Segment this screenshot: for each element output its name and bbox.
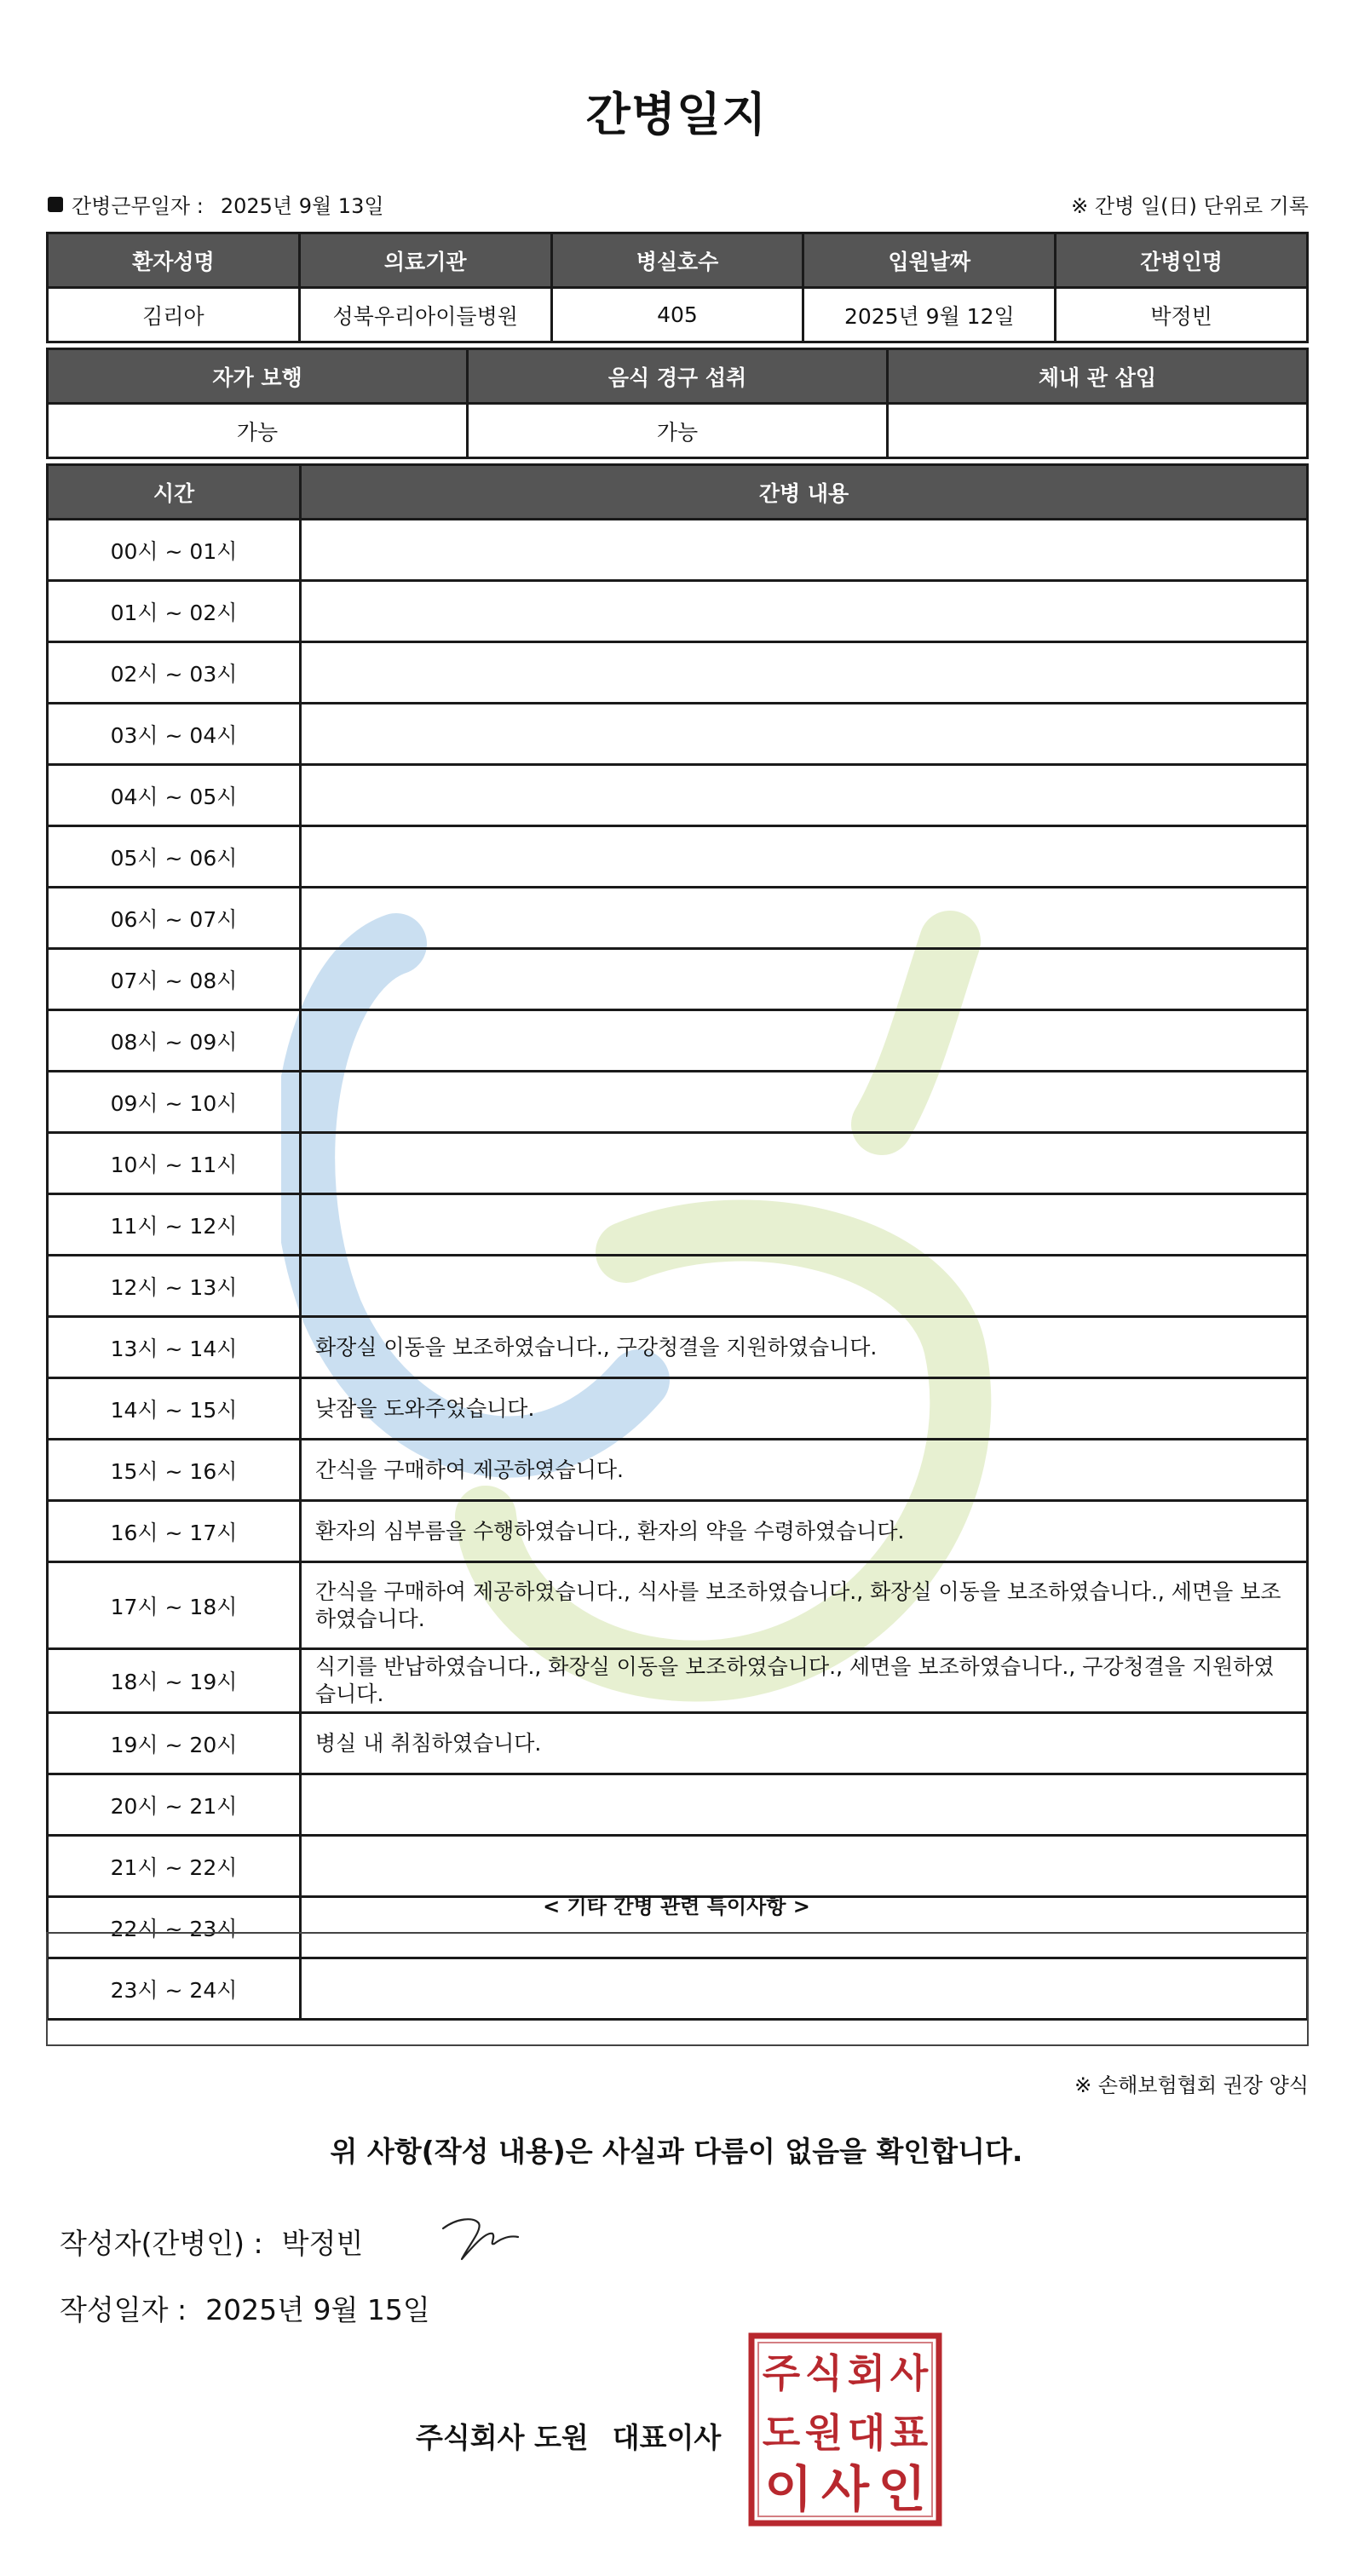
seal-character: 회 bbox=[847, 2350, 886, 2396]
document-title: 간병일지 bbox=[585, 88, 768, 141]
care-content bbox=[301, 1194, 1308, 1256]
patient-info-table bbox=[46, 232, 1309, 343]
table-row bbox=[48, 1562, 1308, 1649]
time-slot: 08시 ~ 09시 bbox=[48, 1010, 301, 1072]
table-row bbox=[48, 581, 1308, 642]
room-number: 405 bbox=[551, 288, 803, 342]
care-content bbox=[301, 520, 1308, 581]
table-row bbox=[48, 1774, 1308, 1836]
care-content: 간식을 구매하여 제공하였습니다., 식사를 보조하였습니다., 화장실 이동을 보조하였습니다., 세면을 보조하였습니다. bbox=[301, 1562, 1308, 1649]
seal-character: 원 bbox=[804, 2410, 843, 2456]
care-content bbox=[301, 581, 1308, 642]
care-content: 간식을 구매하여 제공하였습니다. bbox=[301, 1440, 1308, 1501]
header-care-content: 간병 내용 bbox=[301, 465, 1308, 520]
time-slot: 19시 ~ 20시 bbox=[48, 1713, 301, 1774]
time-slot: 20시 ~ 21시 bbox=[48, 1774, 301, 1836]
time-slot: 18시 ~ 19시 bbox=[48, 1649, 301, 1713]
header-hospital: 의료기관 bbox=[299, 233, 551, 288]
self-walking-value: 가능 bbox=[48, 404, 468, 458]
confirmation-statement: 위 사항(작성 내용)은 사실과 다름이 없음을 확인합니다. bbox=[330, 2135, 1023, 2168]
care-content bbox=[301, 949, 1308, 1010]
header-oral-intake: 음식 경구 섭취 bbox=[468, 349, 888, 404]
company-name: 주식회사 도원 bbox=[416, 2421, 589, 2454]
header-time: 시간 bbox=[48, 465, 301, 520]
time-slot: 07시 ~ 08시 bbox=[48, 949, 301, 1010]
table-row bbox=[48, 1836, 1308, 1897]
time-slot: 09시 ~ 10시 bbox=[48, 1072, 301, 1133]
header-caregiver-name: 간병인명 bbox=[1056, 233, 1308, 288]
time-slot: 06시 ~ 07시 bbox=[48, 888, 301, 949]
table-row bbox=[48, 1256, 1308, 1317]
time-slot: 13시 ~ 14시 bbox=[48, 1317, 301, 1378]
care-content bbox=[301, 826, 1308, 888]
seal-character: 사 bbox=[890, 2350, 929, 2396]
tube-insertion-value bbox=[888, 404, 1308, 458]
seal-character: 식 bbox=[804, 2350, 843, 2396]
company-row bbox=[416, 2416, 721, 2456]
time-slot: 02시 ~ 03시 bbox=[48, 642, 301, 704]
table-row bbox=[48, 1501, 1308, 1562]
table-row bbox=[48, 1133, 1308, 1194]
patient-name: 김리아 bbox=[48, 288, 300, 342]
oral-intake-value: 가능 bbox=[468, 404, 888, 458]
time-slot: 10시 ~ 11시 bbox=[48, 1133, 301, 1194]
table-row bbox=[48, 826, 1308, 888]
care-content bbox=[301, 1072, 1308, 1133]
table-row bbox=[48, 1317, 1308, 1378]
representative-title: 대표이사 bbox=[612, 2421, 722, 2454]
table-row bbox=[48, 949, 1308, 1010]
hospital-name: 성북우리아이들병원 bbox=[299, 288, 551, 342]
admission-date: 2025년 9월 12일 bbox=[803, 288, 1056, 342]
seal-character: 주 bbox=[762, 2350, 801, 2396]
table-row bbox=[48, 1440, 1308, 1501]
bullet-square-icon bbox=[48, 197, 63, 212]
time-slot: 23시 ~ 24시 bbox=[48, 1958, 301, 2020]
care-content bbox=[301, 888, 1308, 949]
care-content bbox=[301, 1010, 1308, 1072]
care-content bbox=[301, 1133, 1308, 1194]
care-content: 식기를 반납하였습니다., 화장실 이동을 보조하였습니다., 세면을 보조하였습니다., 구강청결을 지원하였습니다. bbox=[301, 1649, 1308, 1713]
time-slot: 05시 ~ 06시 bbox=[48, 826, 301, 888]
written-date-row bbox=[60, 2288, 430, 2328]
table-row bbox=[48, 1194, 1308, 1256]
table-row bbox=[48, 642, 1308, 704]
care-content bbox=[301, 1256, 1308, 1317]
table-row bbox=[48, 1713, 1308, 1774]
form-source-note: ※ 손해보험협회 권장 양식 bbox=[1074, 2073, 1309, 2097]
time-slot: 11시 ~ 12시 bbox=[48, 1194, 301, 1256]
table-row bbox=[48, 520, 1308, 581]
written-date-value: 2025년 9월 15일 bbox=[205, 2293, 430, 2326]
time-slot: 12시 ~ 13시 bbox=[48, 1256, 301, 1317]
header-self-walking: 자가 보행 bbox=[48, 349, 468, 404]
work-date-label: 간병근무일자 : bbox=[72, 194, 204, 218]
header-room-number: 병실호수 bbox=[551, 233, 803, 288]
work-date-row bbox=[48, 189, 384, 219]
care-content: 병실 내 취침하였습니다. bbox=[301, 1713, 1308, 1774]
time-slot: 16시 ~ 17시 bbox=[48, 1501, 301, 1562]
seal-character: 도 bbox=[762, 2410, 801, 2456]
time-slot: 15시 ~ 16시 bbox=[48, 1440, 301, 1501]
special-notes-title: < 기타 간병 관련 특이사항 > bbox=[543, 1895, 810, 1918]
caregiver-name: 박정빈 bbox=[1056, 288, 1308, 342]
seal-character: 사 bbox=[820, 2460, 870, 2518]
care-content: 화장실 이동을 보조하였습니다., 구강청결을 지원하였습니다. bbox=[301, 1317, 1308, 1378]
header-patient-name: 환자성명 bbox=[48, 233, 300, 288]
header-admission-date: 입원날짜 bbox=[803, 233, 1056, 288]
time-slot: 14시 ~ 15시 bbox=[48, 1378, 301, 1440]
writer-row bbox=[60, 2222, 363, 2262]
writer-label: 작성자(간병인) : bbox=[60, 2227, 263, 2260]
table-row bbox=[48, 704, 1308, 765]
seal-character: 표 bbox=[890, 2410, 929, 2456]
table-row bbox=[48, 1378, 1308, 1440]
time-slot: 17시 ~ 18시 bbox=[48, 1562, 301, 1649]
seal-character: 인 bbox=[878, 2460, 926, 2518]
writer-name: 박정빈 bbox=[281, 2227, 364, 2260]
time-slot: 04시 ~ 05시 bbox=[48, 765, 301, 826]
time-slot: 21시 ~ 22시 bbox=[48, 1836, 301, 1897]
care-content bbox=[301, 765, 1308, 826]
daily-record-note: ※ 간병 일(日) 단위로 기록 bbox=[1071, 194, 1309, 218]
care-content: 환자의 심부름을 수행하였습니다., 환자의 약을 수령하였습니다. bbox=[301, 1501, 1308, 1562]
header-tube-insertion: 체내 관 삽입 bbox=[888, 349, 1308, 404]
table-row bbox=[48, 765, 1308, 826]
care-content: 낮잠을 도와주었습니다. bbox=[301, 1378, 1308, 1440]
work-date-value: 2025년 9월 13일 bbox=[220, 194, 384, 218]
table-row bbox=[48, 1072, 1308, 1133]
seal-character: 이 bbox=[764, 2460, 813, 2518]
care-log-table bbox=[46, 463, 1309, 2021]
table-row bbox=[48, 888, 1308, 949]
company-seal-stamp bbox=[748, 2332, 942, 2527]
special-notes-box bbox=[46, 1932, 1309, 2046]
time-slot: 03시 ~ 04시 bbox=[48, 704, 301, 765]
time-slot: 00시 ~ 01시 bbox=[48, 520, 301, 581]
care-content bbox=[301, 704, 1308, 765]
table-row bbox=[48, 1010, 1308, 1072]
written-date-label: 작성일자 : bbox=[60, 2293, 187, 2326]
patient-status-table bbox=[46, 348, 1309, 459]
handwritten-signature bbox=[440, 2211, 521, 2266]
seal-character: 대 bbox=[847, 2410, 886, 2456]
time-slot: 01시 ~ 02시 bbox=[48, 581, 301, 642]
care-content bbox=[301, 1836, 1308, 1897]
care-content bbox=[301, 642, 1308, 704]
time-slot: 22시 ~ 23시 bbox=[48, 1897, 301, 1958]
care-log-body bbox=[48, 520, 1308, 2020]
care-content bbox=[301, 1774, 1308, 1836]
table-row bbox=[48, 1649, 1308, 1713]
